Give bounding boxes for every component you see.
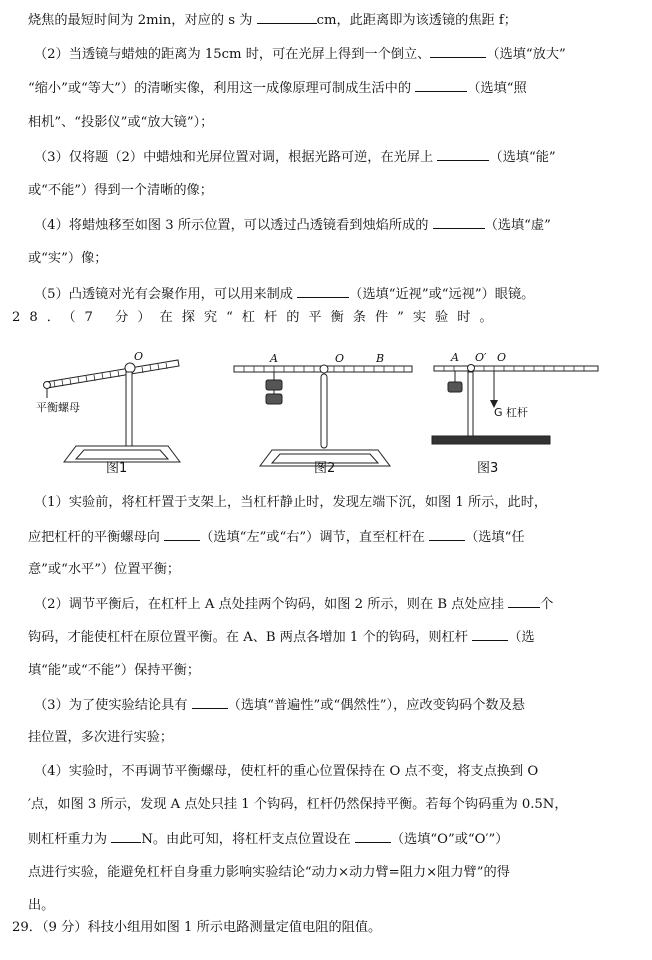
text-line [28,895,652,917]
fig3-label-gravity: G 杠杆 [494,406,529,419]
fig2-pivot [320,365,328,373]
question-28-heading: 28．（7 分）在探究“杠杆的平衡条件”实验时。 [12,310,502,325]
line-text: （1）实验前，将杠杆置于支架上，当杠杆静止时，发现左端下沉，如图 1 所示，此时， [34,495,548,510]
text-line [34,283,652,306]
text-line [34,43,652,66]
text-line [28,727,652,749]
line-text: （2）调节平衡后，在杠杆上 A 点处挂两个钩码，如图 2 所示，则在 B 点处应挂 [34,596,509,612]
answer-blank[interactable] [164,526,200,541]
line-text: （选填“照 [467,81,527,97]
text-line [28,559,652,581]
fig2-hook-weight-2 [266,394,282,404]
text-line [34,593,652,616]
text-line [28,660,652,682]
line-text: （选填“放大” [486,47,566,63]
answer-blank[interactable] [433,214,485,229]
line-text: 点进行实验，能避免杠杆自身重力影响实验结论“动力×动力臂=阻力×阻力臂”的得 [28,864,510,880]
line-text: N。由此可知，将杠杆支点位置设在 [141,832,355,847]
fig3-label-o-prime: O′ [475,351,487,364]
fig3-label-o: O [497,351,507,364]
line-text: 挂位置，多次进行实验； [28,730,174,746]
fig1-balance-nut [44,382,51,389]
answer-blank[interactable] [415,77,467,92]
line-text: （选填“虚” [484,218,551,234]
fig3-label-a: A [451,351,459,364]
figure-3-lever-pivot-o-prime [426,350,606,454]
line-text: 则杠杆重力为 [28,832,112,847]
fig2-label-b: B [376,352,385,365]
line-text: （选填“能” [489,149,556,165]
answer-blank[interactable] [437,146,489,161]
line-text: （4）将蜡烛移至如图 3 所示位置，可以透过凸透镜看到烛焰所成的 [34,218,433,234]
line-text: 出。 [28,898,55,914]
question-29-heading: 29．（9 分）科技小组用如图 1 所示电路测量定值电阻的阻值。 [12,920,382,935]
fig1-caption: 图1 [106,461,128,476]
fig3-hook-weight [448,382,462,392]
line-text: 填“能”或“不能”）保持平衡； [28,663,201,678]
answer-blank[interactable] [257,9,317,24]
answer-blank[interactable] [192,694,228,709]
text-line [34,694,652,717]
text-line [34,214,652,237]
answer-blank[interactable] [111,828,141,843]
text-line [28,626,652,649]
fig2-label-a: A [270,352,278,365]
text-line [28,862,652,884]
fig3-pivot-o-prime [468,365,475,372]
text-line [34,146,652,169]
line-text: （选填“O”或“O′”） [390,832,509,847]
fig2-caption: 图2 [314,461,336,476]
line-text: 钩码，才能使杠杆在原位置平衡。在 A、B 两点各增加 1 个的钩码，则杠杆 [28,630,473,646]
answer-blank[interactable] [508,593,540,608]
text-line [28,112,652,134]
line-text: 相机”、“投影仪”或“放大镜”）； [28,114,214,130]
line-text: （选 [508,630,535,646]
line-text: “缩小”或“等大”）的清晰实像，利用这一成像原理可制成生活中的 [28,81,416,97]
fig1-label-balance-nut: 平衡螺母 [36,401,80,414]
fig1-label-o: O [134,350,144,363]
answer-blank[interactable] [355,828,391,843]
line-text: 或“不能”）得到一个清晰的像； [28,183,213,198]
fig1-stand-pole [126,372,132,446]
fig3-caption: 图3 [477,461,499,476]
line-text: （3）仅将题（2）中蜡烛和光屏位置对调，根据光路可逆，在光屏上 [34,149,438,165]
text-line [28,180,652,202]
answer-blank[interactable] [430,43,486,58]
text-line [28,526,652,549]
line-text: 烧焦的最短时间为 2min，对应的 s 为 [28,13,257,28]
answer-blank[interactable] [472,626,508,641]
fig3-stand-pole [468,372,473,436]
line-text: 个 [540,596,554,612]
text-line [28,828,652,851]
line-text: 意”或“水平”）位置平衡； [28,562,181,578]
answer-blank[interactable] [429,526,465,541]
line-text: （4）实验时，不再调节平衡螺母，使杠杆的重心位置保持在 O 点不变，将支点换到 O [34,763,539,779]
text-line [34,761,652,783]
line-text: （选填“任 [465,529,525,545]
line-text: 应把杠杆的平衡螺母向 [28,529,165,545]
fig2-stand-pole [321,374,327,448]
line-text: （选填“左”或“右”）调节，直至杠杆在 [200,529,430,545]
text-line [34,492,652,514]
fig3-base [432,436,550,444]
fig2-hook-weight-1 [266,380,282,390]
text-line [28,248,652,270]
fig3-lever-bar [434,366,598,371]
answer-blank[interactable] [297,283,349,298]
line-text: （选填“普遍性”或“偶然性”），应改变钩码个数及悬 [227,697,525,713]
text-line [28,794,652,816]
text-line [28,9,652,32]
fig2-label-o: O [335,352,345,365]
line-text: cm，此距离即为该透镜的焦距 f； [316,13,517,28]
line-text: ′点，如图 3 所示，发现 A 点处只挂 1 个钩码，杠杆仍然保持平衡。若每个钩码重为 0.5N， [28,797,568,813]
text-line [28,77,652,100]
line-text: （2）当透镜与蜡烛的距离为 15cm 时，可在光屏上得到一个倒立、 [34,47,431,63]
line-text: 或“实”）像； [28,251,108,267]
line-text: （3）为了使实验结论具有 [34,697,192,713]
line-text: （选填“近视”或“远视”）眼镜。 [349,286,535,302]
line-text: （5）凸透镜对光有会聚作用，可以用来制成 [34,286,298,302]
fig1-lever-bar [46,360,179,388]
